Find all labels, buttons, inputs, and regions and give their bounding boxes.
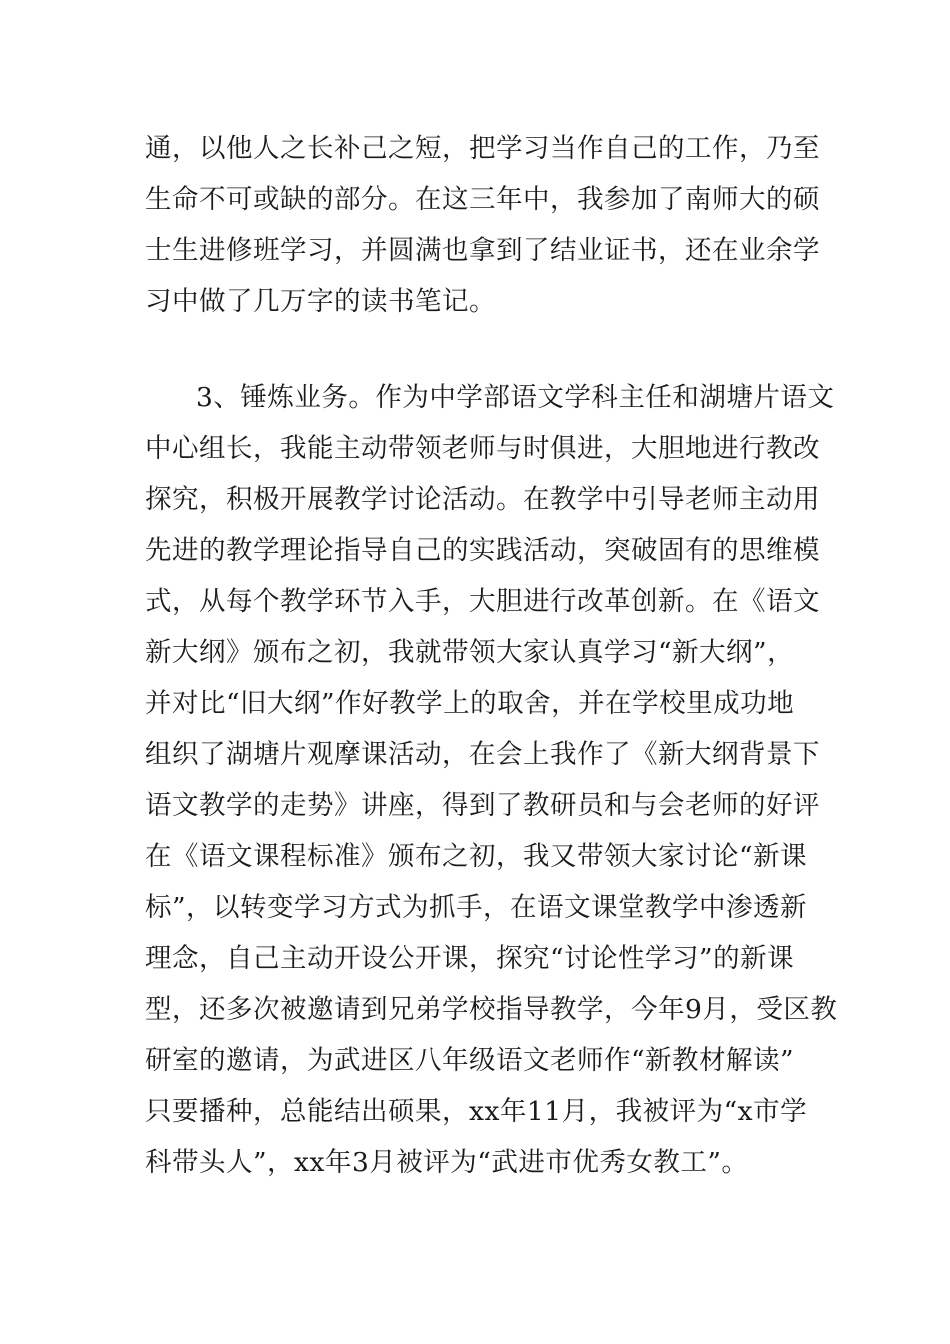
paragraph-2-line-7: 并对比“旧大纲”作好教学上的取舍，并在学校里成功地	[145, 688, 795, 719]
paragraph-2-line-3: 探究，积极开展教学讨论活动。在教学中引导老师主动用	[145, 484, 820, 515]
paragraph-2-line-12: 理念，自己主动开设公开课，探究“讨论性学习”的新课	[145, 943, 795, 974]
paragraph-2-line-14: 研室的邀请，为武进区八年级语文老师作“新教材解读”	[145, 1045, 795, 1076]
paragraph-2-line-1: 3、锤炼业务。作为中学部语文学科主任和湖塘片语文	[196, 382, 835, 413]
paragraph-1-line-4: 习中做了几万字的读书笔记。	[145, 286, 496, 317]
paragraph-2-line-9: 语文教学的走势》讲座，得到了教研员和与会老师的好评	[145, 790, 820, 821]
paragraph-2-line-6: 新大纲》颁布之初，我就带领大家认真学习“新大纲”，	[145, 637, 795, 668]
paragraph-1-line-2: 生命不可或缺的部分。在这三年中，我参加了南师大的硕	[145, 184, 820, 215]
paragraph-2-line-5: 式，从每个教学环节入手，大胆进行改革创新。在《语文	[145, 586, 820, 617]
paragraph-2-line-15: 只要播种，总能结出硕果，xx年11月，我被评为“x市学	[145, 1096, 808, 1127]
paragraph-2-line-4: 先进的教学理论指导自己的实践活动，突破固有的思维模	[145, 535, 820, 566]
paragraph-2-line-13: 型，还多次被邀请到兄弟学校指导教学，今年9月，受区教	[145, 994, 838, 1025]
paragraph-2-line-2: 中心组长，我能主动带领老师与时俱进，大胆地进行教改	[145, 433, 820, 464]
paragraph-2-line-10: 在《语文课程标准》颁布之初，我又带领大家讨论“新课	[145, 841, 808, 872]
paragraph-2-line-8: 组织了湖塘片观摩课活动，在会上我作了《新大纲背景下	[145, 739, 820, 770]
paragraph-2-line-11: 标”，以转变学习方式为抓手，在语文课堂教学中渗透新	[145, 892, 808, 923]
paragraph-1-line-1: 通，以他人之长补己之短，把学习当作自己的工作，乃至	[145, 133, 820, 164]
paragraph-1-line-3: 士生进修班学习，并圆满也拿到了结业证书，还在业余学	[145, 235, 820, 266]
paragraph-2-line-16: 科带头人”，xx年3月被评为“武进市优秀女教工”。	[145, 1147, 749, 1178]
